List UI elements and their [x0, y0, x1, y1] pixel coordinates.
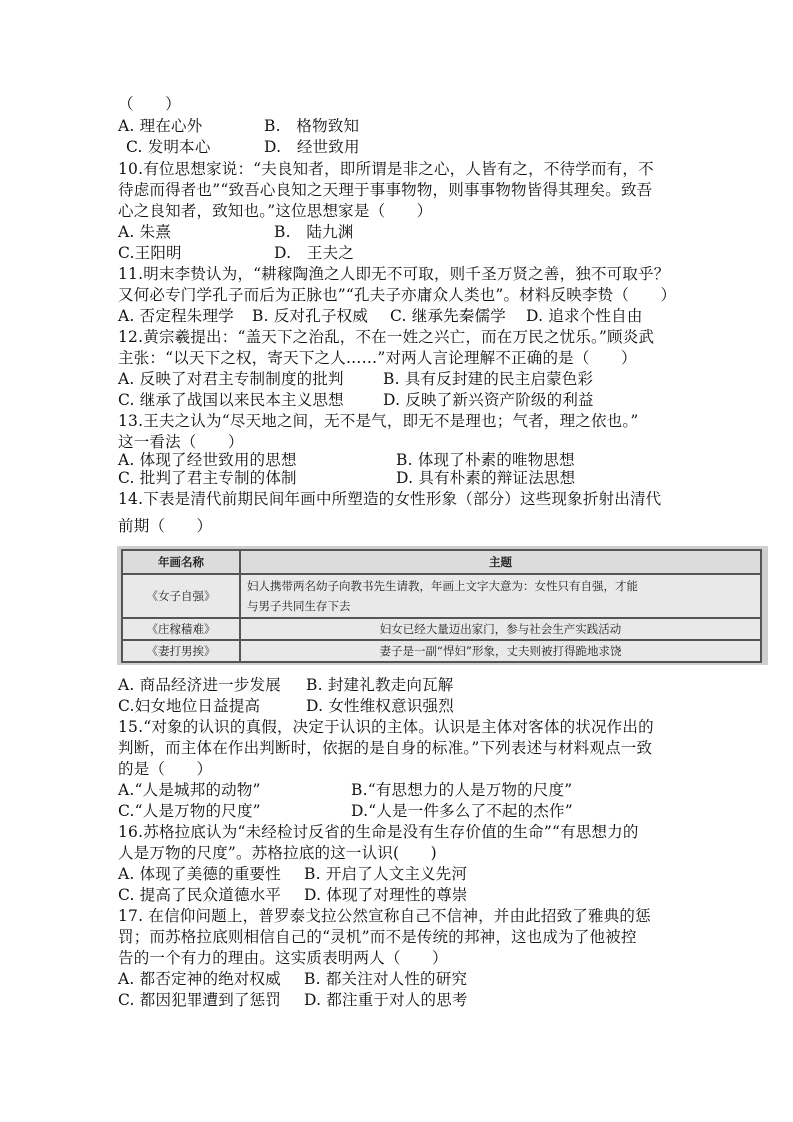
- q13-option-a[interactable]: A. 体现了经世致用的思想: [118, 451, 297, 469]
- q14-option-d[interactable]: D. 女性维权意识强烈: [306, 697, 454, 715]
- q10-stem-line2: 待虑而得者也”“致吾心良知之天理于事事物物，则事事物物皆得其理矣。致吾: [118, 181, 653, 199]
- q10-option-d[interactable]: D. 王夫之: [274, 244, 355, 262]
- q16-option-a[interactable]: A. 体现了美德的重要性: [118, 865, 281, 883]
- q15-stem-line3: 的是（ ）: [118, 760, 213, 778]
- table-row: [122, 640, 761, 662]
- q9-option-a[interactable]: A. 理在心外: [118, 117, 203, 135]
- nianhua-table: [121, 549, 762, 663]
- q17-stem-line3: 告的一个有力的理由。这实质表明两人（ ）: [118, 949, 448, 967]
- q17-stem-line2: 罚；而苏格拉底则相信自己的“灵机”而不是传统的邦神，这也成为了他被控: [118, 928, 637, 946]
- q9-option-d[interactable]: D. 经世致用: [264, 138, 360, 156]
- table-cell-name: 《妻打男挨》: [122, 640, 240, 662]
- q13-option-c[interactable]: C. 批判了君主专制的体制: [118, 469, 297, 487]
- table-cell-topic-line2: 与男子共同生存下去: [247, 599, 351, 613]
- q12-stem-line2: 主张：“以天下之权，寄天下之人……”对两人言论理解不正确的是（ ）: [118, 349, 637, 367]
- table-header-topic: 主题: [240, 550, 761, 574]
- q9-option-b[interactable]: B. 格物致知: [264, 117, 360, 135]
- q11-option-b[interactable]: B. 反对孔子权威: [252, 307, 369, 325]
- q13-option-b[interactable]: B. 体现了朴素的唯物思想: [396, 451, 575, 469]
- q14-stem-line2: 前期（ ）: [118, 517, 213, 535]
- q11-stem-line1: 11.明末李贽认为，“耕稼陶渔之人即无不可取，则千圣万贤之善，独不可取乎？: [118, 265, 670, 283]
- table-cell-topic-line1: 妇人携带两名幼子向教书先生请教，年画上文字大意为：女性只有自强，才能: [247, 579, 638, 593]
- q16-option-b[interactable]: B. 开启了人文主义先河: [304, 865, 468, 883]
- q11-option-c[interactable]: C. 继承先秦儒学: [390, 307, 506, 325]
- q9-paren: （ ）: [118, 95, 181, 113]
- table-row: [122, 618, 761, 640]
- q15-option-c[interactable]: C.“人是万物的尺度”: [118, 802, 261, 820]
- q13-option-d[interactable]: D. 具有朴素的辩证法思想: [396, 469, 576, 487]
- table-row: [122, 574, 761, 618]
- q12-option-c[interactable]: C. 继承了战国以来民本主义思想: [118, 391, 344, 409]
- q14-option-a[interactable]: A. 商品经济进一步发展: [118, 676, 281, 694]
- q10-option-a[interactable]: A. 朱熹: [118, 223, 172, 241]
- q12-option-a[interactable]: A. 反映了对君主专制制度的批判: [118, 370, 344, 388]
- table-cell-topic: [240, 574, 761, 618]
- q16-stem-line2: 人是万物的尺度”。苏格拉底的这一认识( ): [118, 844, 437, 862]
- q16-option-d[interactable]: D. 体现了对理性的尊崇: [304, 886, 468, 904]
- table-cell-topic: 妇女已经大量迈出家门，参与社会生产实践活动: [240, 618, 761, 640]
- q11-option-d[interactable]: D. 追求个性自由: [526, 307, 643, 325]
- q15-option-b[interactable]: B.“有思想力的人是万物的尺度”: [351, 781, 573, 799]
- q17-option-d[interactable]: D. 都注重于对人的思考: [304, 991, 468, 1009]
- q17-option-a[interactable]: A. 都否定神的绝对权威: [118, 970, 281, 988]
- q10-stem-line1: 10.有位思想家说：“夫良知者，即所谓是非之心，人皆有之，不待学而有，不: [118, 160, 654, 178]
- q10-option-b[interactable]: B. 陆九渊: [274, 223, 354, 241]
- q11-stem-line2: 又何必专门学孔子而后为正脉也”“孔夫子亦庸众人类也”。材料反映李贽（ ）: [118, 286, 677, 304]
- q12-stem-line1: 12.黄宗羲提出：“盖天下之治乱，不在一姓之兴亡，而在万民之忧乐。”顾炎武: [118, 328, 655, 346]
- q15-stem-line2: 判断，而主体在作出判断时，依据的是自身的标准。”下列表述与材料观点一致: [118, 739, 653, 757]
- q14-option-b[interactable]: B. 封建礼教走向瓦解: [306, 676, 454, 694]
- q14-stem-line1: 14.下表是清代前期民间年画中所塑造的女性形象（部分）这些现象折射出清代: [118, 490, 662, 508]
- table-cell-topic: 妻子是一副“悍妇”形象，丈夫则被打得跪地求饶: [240, 640, 761, 662]
- q15-option-d[interactable]: D.“人是一件多么了不起的杰作”: [351, 802, 573, 820]
- table-cell-name: 《庄稼穑难》: [122, 618, 240, 640]
- q16-stem-line1: 16.苏格拉底认为“未经检讨反省的生命是没有生存价值的生命”“有思想力的: [118, 823, 639, 841]
- q16-option-c[interactable]: C. 提高了民众道德水平: [118, 886, 282, 904]
- q14-option-c[interactable]: C.妇女地位日益提高: [118, 697, 261, 715]
- q12-option-b[interactable]: B. 具有反封建的民主启蒙色彩: [383, 370, 594, 388]
- q9-option-c[interactable]: C. 发明本心: [126, 138, 211, 156]
- table-cell-name: 《女子自强》: [122, 574, 240, 618]
- table-header-row: [122, 550, 761, 574]
- q15-option-a[interactable]: A.“人是城邦的动物”: [118, 781, 261, 799]
- q10-stem-line3: 心之良知者，致知也。”这位思想家是（ ）: [118, 202, 433, 220]
- q12-option-d[interactable]: D. 反映了新兴资产阶级的利益: [383, 391, 594, 409]
- q10-option-c[interactable]: C.王阳明: [118, 244, 182, 262]
- q13-stem-line1: 13.王夫之认为“尽天地之间，无不是气，即无不是理也；气者，理之依也。”: [118, 412, 639, 430]
- table-header-name: 年画名称: [122, 550, 240, 574]
- q11-option-a[interactable]: A. 否定程朱理学: [118, 307, 234, 325]
- q17-option-b[interactable]: B. 都关注对人性的研究: [304, 970, 468, 988]
- q17-option-c[interactable]: C. 都因犯罪遭到了惩罚: [118, 991, 282, 1009]
- q15-stem-line1: 15.“对象的认识的真假，决定于认识的主体。认识是主体对客体的状况作出的: [118, 718, 654, 736]
- q13-stem-line2: 这一看法（ ）: [118, 433, 244, 451]
- q17-stem-line1: 17. 在信仰问题上，普罗泰戈拉公然宣称自己不信神，并由此招致了雅典的惩: [118, 907, 651, 925]
